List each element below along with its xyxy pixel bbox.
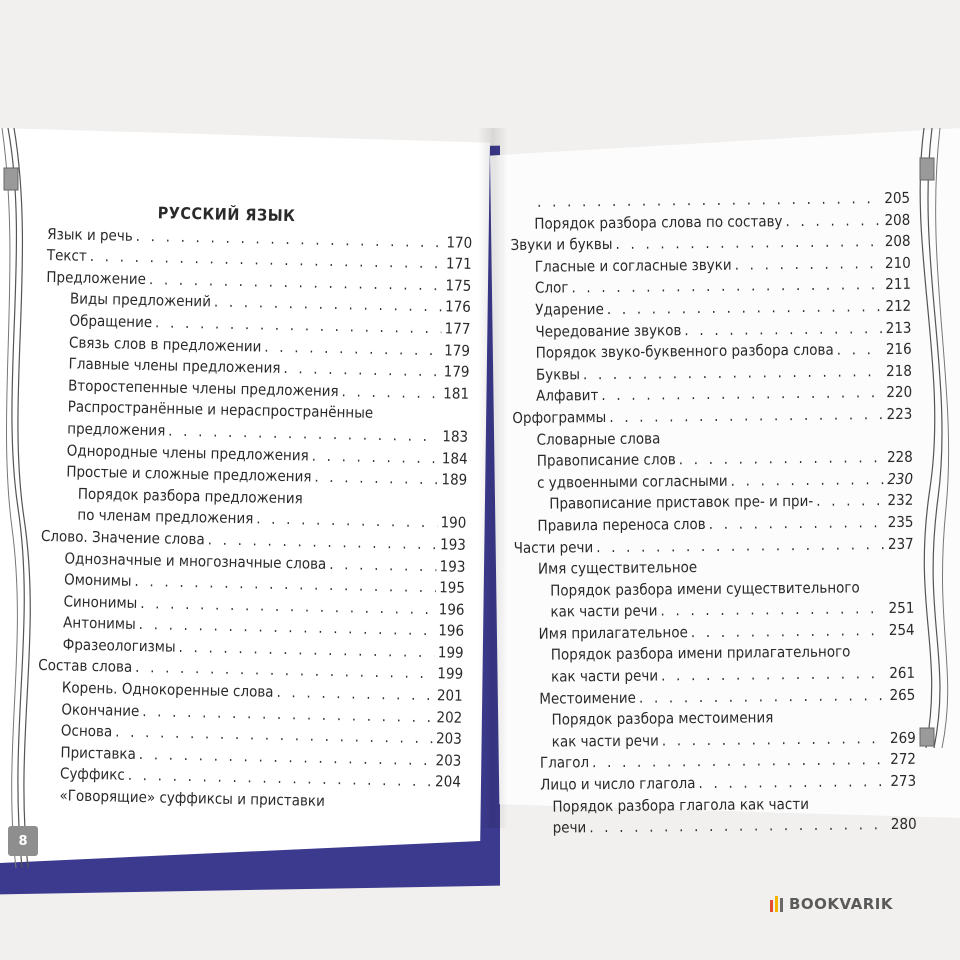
left-toc-list xyxy=(35,224,472,816)
toc-leader-dots xyxy=(684,318,883,342)
toc-leader-dots xyxy=(679,447,885,471)
toc-entry-page: 204 xyxy=(434,772,462,792)
toc-entry-page: 230 xyxy=(887,469,914,488)
toc-entry xyxy=(512,404,912,430)
toc-entry-label: Состав слова xyxy=(38,656,133,677)
right-toc-list xyxy=(510,188,917,840)
toc-entry-page: 176 xyxy=(444,297,472,317)
toc-entry-label: Правила переноса слов xyxy=(537,514,706,535)
toc-entry-page: 208 xyxy=(884,210,911,229)
toc-entry-page: 195 xyxy=(439,578,466,597)
toc-leader-dots xyxy=(661,663,886,687)
toc-entry-label: Ударение xyxy=(535,299,604,319)
toc-entry-label: Суффикс xyxy=(59,764,125,785)
toc-entry xyxy=(515,684,915,710)
toc-leader-dots xyxy=(609,404,884,428)
toc-leader-dots xyxy=(312,445,440,469)
toc-entry-label: Синонимы xyxy=(63,592,138,612)
toc-leader-dots xyxy=(853,656,911,657)
watermark-text: BOOKVARIK xyxy=(789,895,894,913)
toc-entry-page: 232 xyxy=(887,491,914,510)
toc-entry-label: Распространённые и нераспространённые xyxy=(67,397,374,423)
toc-leader-dots xyxy=(735,253,883,276)
toc-entry-label: Порядок звуко-буквенного разбора слова xyxy=(535,340,834,362)
left-table-of-contents xyxy=(35,200,473,815)
toc-entry-label: Предложение xyxy=(46,267,147,288)
toc-entry xyxy=(517,814,917,840)
toc-entry-page: 269 xyxy=(889,728,916,747)
toc-entry-label: Местоимение xyxy=(539,688,637,708)
toc-leader-dots xyxy=(863,592,911,593)
toc-leader-dots xyxy=(583,361,883,386)
toc-entry-page: 235 xyxy=(887,512,914,531)
toc-entry-label: Слово. Значение слова xyxy=(40,526,205,549)
toc-entry-label: предложения xyxy=(67,419,166,440)
toc-entry-label: Словарные слова xyxy=(536,428,661,449)
toc-leader-dots xyxy=(837,339,883,361)
toc-entry-label: как части речи xyxy=(550,601,658,621)
bookvarik-watermark xyxy=(770,893,893,915)
toc-entry-label: «Говорящие» суффиксы и приставки xyxy=(59,786,326,810)
toc-leader-dots xyxy=(785,210,881,233)
toc-entry-label: Орфограммы xyxy=(512,407,607,427)
toc-entry-page: 237 xyxy=(887,534,914,553)
toc-entry-page: 193 xyxy=(439,556,466,576)
toc-entry-label: как части речи xyxy=(551,731,659,751)
right-decorative-lines xyxy=(918,128,958,748)
toc-entry-page: 202 xyxy=(436,707,463,727)
toc-entry-label: по членам предложения xyxy=(77,505,254,528)
toc-entry-label: Алфавит xyxy=(536,386,599,406)
toc-entry-label: Имя существительное xyxy=(537,558,698,578)
toc-entry-label: Глагол xyxy=(539,753,590,773)
toc-leader-dots xyxy=(812,807,913,808)
toc-entry-page: 201 xyxy=(436,686,463,705)
toc-entry-page: 216 xyxy=(885,339,912,359)
toc-leader-dots xyxy=(329,553,437,577)
toc-entry-page: 199 xyxy=(437,643,464,662)
toc-entry-page: 203 xyxy=(435,751,462,770)
toc-entry-page: 251 xyxy=(888,599,915,618)
bookvarik-logo-icon xyxy=(770,896,783,912)
right-table-of-contents xyxy=(510,188,917,840)
toc-leader-dots xyxy=(691,620,886,644)
toc-entry-page: 261 xyxy=(889,663,916,683)
toc-leader-dots xyxy=(816,490,884,512)
toc-entry-page: 280 xyxy=(890,814,917,834)
left-decorative-lines xyxy=(0,128,40,868)
toc-entry-page: 205 xyxy=(884,188,911,208)
toc-entry-label: Главные члены предложения xyxy=(68,354,281,378)
toc-entry-label: Правописание слов xyxy=(536,450,676,470)
toc-leader-dots xyxy=(589,814,888,839)
toc-leader-dots xyxy=(615,231,882,255)
toc-leader-dots xyxy=(639,685,887,709)
page-number-badge: 8 xyxy=(8,826,38,856)
toc-entry-page: 203 xyxy=(435,729,462,749)
toc-entry-label: Виды предложений xyxy=(69,289,212,311)
section-heading: РУССКИЙ ЯЗЫК xyxy=(157,203,296,226)
toc-leader-dots xyxy=(709,512,885,535)
toc-entry-label: Буквы xyxy=(535,365,581,384)
toc-entry-page: 170 xyxy=(446,232,473,252)
toc-entry-label: Порядок разбора имени прилагательного xyxy=(550,642,851,665)
toc-entry-label: Звуки и буквы xyxy=(510,235,613,255)
toc-entry-label: Обращение xyxy=(69,311,153,332)
toc-entry-label: Связь слов в предложении xyxy=(68,333,262,356)
toc-entry-label: Правописание приставок пре- и при- xyxy=(549,492,814,513)
toc-entry-page: 213 xyxy=(885,318,912,337)
toc-entry-label: как части речи xyxy=(550,666,659,686)
toc-entry-label: Имя прилагательное xyxy=(538,623,688,643)
toc-entry-page: 196 xyxy=(438,621,465,641)
toc-entry-page: 181 xyxy=(443,384,470,403)
toc-leader-dots xyxy=(341,381,440,405)
toc-entry-page: 175 xyxy=(445,276,472,295)
toc-entry xyxy=(515,620,915,646)
toc-entry-label: Гласные и согласные звуки xyxy=(534,255,732,276)
toc-entry-label: Лицо и число глагола xyxy=(540,774,696,794)
toc-entry-page: 228 xyxy=(886,447,913,467)
toc-entry-label: Язык и речь xyxy=(47,224,133,245)
toc-entry-label: Порядок разбора имени существительного xyxy=(550,578,860,600)
toc-entry-page: 211 xyxy=(885,275,912,294)
toc-leader-dots xyxy=(660,598,885,622)
toc-entry-label: Чередование звуков xyxy=(535,320,682,341)
toc-entry-label: Однородные члены предложения xyxy=(66,440,309,465)
toc-leader-dots xyxy=(698,771,887,795)
toc-entry-label: Текст xyxy=(46,246,88,266)
toc-entry-label: Порядок разбора глагола как части xyxy=(552,794,810,816)
toc-leader-dots xyxy=(328,806,458,809)
toc-leader-dots xyxy=(663,440,909,443)
toc-entry-page: 273 xyxy=(890,771,917,791)
toc-leader-dots xyxy=(776,721,912,722)
toc-entry-label: Второстепенные члены предложения xyxy=(67,376,339,400)
toc-entry-page: 265 xyxy=(889,685,916,704)
toc-entry-page: 223 xyxy=(886,404,913,424)
toc-entry-label: с удвоенными согласными xyxy=(536,471,728,492)
toc-entry-page: 171 xyxy=(445,254,472,274)
toc-entry-label: Окончание xyxy=(61,700,140,720)
toc-entry-label: речи xyxy=(552,818,587,837)
toc-entry-page: 179 xyxy=(443,362,470,382)
toc-entry-label: Порядок разбора местоимения xyxy=(551,708,774,729)
toc-entry-page: 179 xyxy=(443,340,471,360)
toc-leader-dots xyxy=(596,534,885,559)
toc-leader-dots xyxy=(376,418,465,420)
toc-entry-page: 218 xyxy=(886,361,912,380)
toc-entry-label: Простые и сложные предложения xyxy=(66,462,312,486)
toc-entry-label: Порядок разбора предложения xyxy=(77,484,303,508)
toc-entry-page: 212 xyxy=(885,296,912,316)
book-gutter xyxy=(478,128,508,828)
toc-entry-page: 190 xyxy=(440,513,467,533)
toc-leader-dots xyxy=(607,296,883,320)
toc-entry-page: 183 xyxy=(442,427,469,446)
toc-entry-label: Основа xyxy=(60,721,113,741)
toc-entry-page: 220 xyxy=(886,383,913,402)
toc-entry-page: 199 xyxy=(437,664,464,684)
toc-entry-label: Фразеологизмы xyxy=(62,635,176,656)
toc-entry-page: 210 xyxy=(884,253,911,272)
toc-entry xyxy=(516,771,916,797)
toc-entry-page: 193 xyxy=(439,535,467,554)
toc-entry-label: Порядок разбора слова по составу xyxy=(534,211,783,233)
toc-leader-dots xyxy=(592,750,887,775)
toc-entry-label: Антонимы xyxy=(62,613,136,634)
toc-entry-page: 184 xyxy=(441,448,468,468)
toc-entry-label: Омонимы xyxy=(63,570,132,590)
toc-entry-page: 189 xyxy=(441,470,468,489)
toc-leader-dots xyxy=(306,503,464,506)
toc-leader-dots xyxy=(314,467,438,491)
toc-entry-label: Однозначные и многозначные слова xyxy=(64,548,327,573)
toc-leader-dots xyxy=(662,728,887,752)
toc-leader-dots xyxy=(601,382,883,407)
toc-entry-page: 208 xyxy=(884,231,911,251)
toc-leader-dots xyxy=(700,570,911,572)
toc-entry-label: Приставка xyxy=(60,743,137,763)
toc-entry-page: 196 xyxy=(438,599,465,619)
toc-entry-page: 254 xyxy=(888,620,915,639)
toc-entry-page: 177 xyxy=(444,319,471,338)
toc-entry-label: Корень. Однокоренные слова xyxy=(61,678,274,701)
toc-leader-dots xyxy=(731,469,885,492)
toc-entry-page: 272 xyxy=(890,750,917,769)
toc-entry-label: Части речи xyxy=(513,537,594,557)
toc-entry xyxy=(514,533,914,559)
toc-entry-label: Слог xyxy=(534,278,569,298)
